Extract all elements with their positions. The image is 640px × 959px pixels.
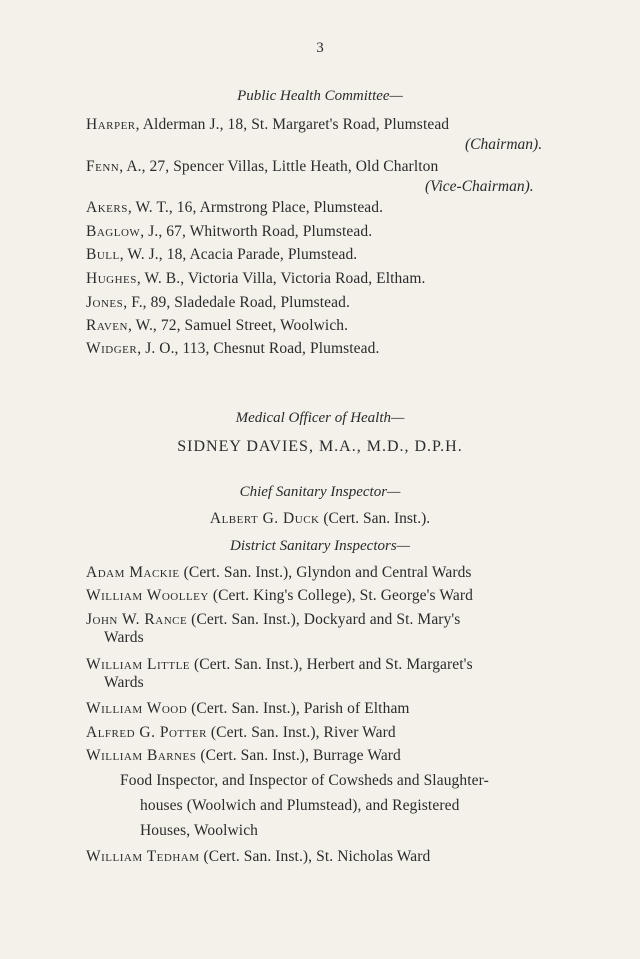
inspector-name: William Tedham	[86, 848, 200, 865]
chief-inspector-heading: Chief Sanitary Inspector—	[239, 484, 401, 500]
member-surname: Baglow	[86, 223, 141, 240]
inspector-details: (Cert. San. Inst.), Glyndon and Central Wards	[179, 564, 472, 581]
inspector-details: (Cert. San. Inst.), River Ward	[206, 724, 396, 741]
committee-member	[86, 317, 348, 335]
inspector-name: John W. Rance	[86, 611, 188, 628]
member-surname: Raven	[86, 317, 128, 334]
food-inspector-line: Food Inspector, and Inspector of Cowsheds and Slaughter-	[120, 772, 489, 789]
member-surname: Akers	[86, 199, 128, 216]
inspector-name: Alfred G. Potter	[86, 724, 207, 741]
member-details: , J. O., 113, Chesnut Road, Plumstead.	[137, 340, 380, 357]
member-surname: Harper	[86, 116, 136, 133]
member-details: , J., 67, Whitworth Road, Plumstead.	[140, 223, 373, 240]
inspector-name: William Wood	[86, 700, 188, 717]
food-inspector-line: Houses, Woolwich	[140, 822, 259, 839]
member-details: , W. B., Victoria Villa, Victoria Road, Eltham.	[136, 270, 426, 287]
inspector-entry	[86, 656, 473, 674]
chief-inspector-name: Albert G. Duck	[209, 510, 320, 527]
member-details: , W. J., 18, Acacia Parade, Plumstead.	[119, 246, 358, 263]
medical-officer-name: SIDNEY DAVIES, M.A., M.D., D.P.H.	[177, 438, 463, 455]
inspector-name: Adam Mackie	[86, 564, 180, 581]
committee-member	[86, 340, 379, 358]
chief-inspector	[0, 510, 640, 528]
committee-member	[86, 246, 357, 264]
member-surname: Jones	[86, 294, 124, 311]
inspector-entry	[86, 564, 472, 582]
member-surname: Bull	[86, 246, 120, 263]
member-surname: Hughes	[86, 270, 137, 287]
inspector-entry	[86, 611, 460, 629]
member-surname: Fenn	[86, 158, 120, 175]
inspector-name: William Little	[86, 656, 191, 673]
inspector-entry	[86, 747, 401, 765]
committee-member	[86, 199, 383, 217]
inspector-entry	[86, 724, 396, 742]
inspector-name: William Woolley	[86, 587, 209, 604]
committee-member	[86, 223, 372, 241]
inspector-details: (Cert. San. Inst.), Burrage Ward	[196, 747, 401, 764]
inspector-details: (Cert. San. Inst.), St. Nicholas Ward	[199, 848, 431, 865]
member-surname: Widger	[86, 340, 138, 357]
inspector-details-cont: Wards	[104, 629, 144, 646]
inspector-name: William Barnes	[86, 747, 197, 764]
chief-inspector-cert: (Cert. San. Inst.).	[319, 510, 431, 527]
member-role: (Vice-Chairman).	[425, 178, 534, 195]
committee-member	[86, 158, 438, 176]
member-role: (Chairman).	[465, 136, 543, 153]
district-inspectors-heading: District Sanitary Inspectors—	[230, 538, 410, 554]
committee-heading: Public Health Committee—	[237, 88, 403, 104]
member-details: , A., 27, Spencer Villas, Little Heath, Old Charlton	[119, 158, 439, 175]
page-number: 3	[316, 40, 324, 56]
committee-member	[86, 294, 350, 312]
inspector-details: (Cert. San. Inst.), Parish of Eltham	[187, 700, 410, 717]
inspector-details: (Cert. San. Inst.), Herbert and St. Margaret's	[190, 656, 473, 673]
inspector-details: (Cert. San. Inst.), Dockyard and St. Mary's	[187, 611, 461, 628]
member-details: , W., 72, Samuel Street, Woolwich.	[127, 317, 349, 334]
member-details: , W. T., 16, Armstrong Place, Plumstead.	[127, 199, 384, 216]
member-details: , F., 89, Sladedale Road, Plumstead.	[123, 294, 350, 311]
committee-member	[86, 116, 449, 134]
inspector-details: (Cert. King's College), St. George's Ward	[208, 587, 473, 604]
inspector-entry	[86, 848, 430, 866]
member-details: , Alderman J., 18, St. Margaret's Road, Plumstead	[135, 116, 450, 133]
inspector-details-cont: Wards	[104, 674, 144, 691]
food-inspector-line: houses (Woolwich and Plumstead), and Registered	[140, 797, 460, 814]
medical-officer-heading: Medical Officer of Health—	[235, 410, 405, 426]
inspector-entry	[86, 700, 410, 718]
inspector-entry	[86, 587, 473, 605]
committee-member	[86, 270, 426, 288]
